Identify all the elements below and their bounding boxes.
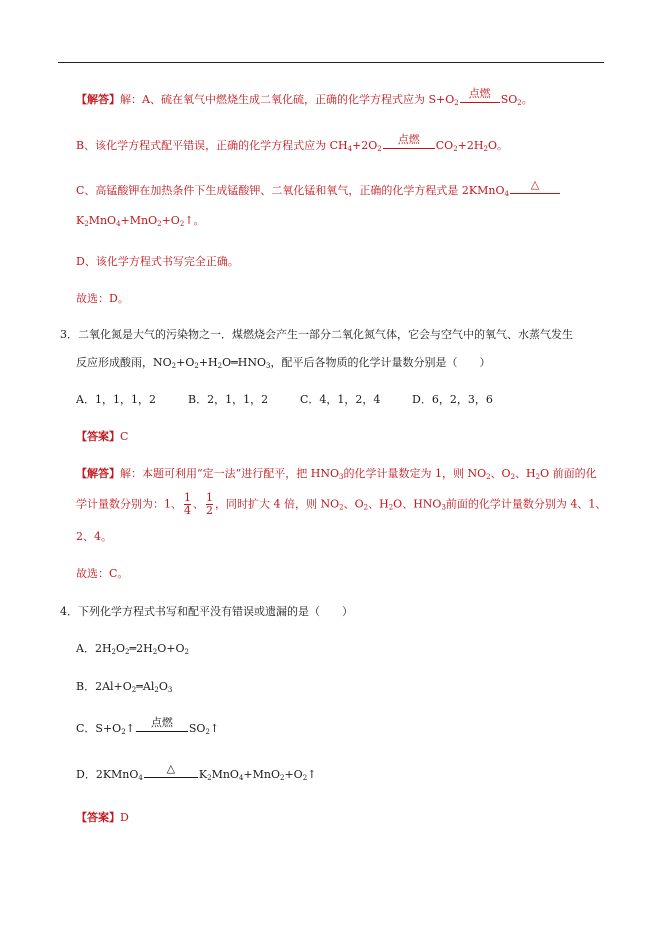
option-a[interactable]: A．1，1，1，2	[76, 393, 156, 406]
solution-tag: 【解答】	[76, 93, 120, 106]
q3-answer-pick: 故选：C。	[76, 567, 129, 580]
q3-solution-1: 【解答】解：本题可利用“定一法”进行配平，把 $HNO_3$的化学计量数定为 1，则 $NO_2$、$O_2$、$H_2O$ 前面的化	[76, 467, 597, 481]
fraction-one-quarter: $\frac{1}{4}$	[184, 491, 191, 517]
q3-options	[76, 393, 493, 407]
answer-value: D	[120, 811, 129, 824]
q4-option-b[interactable]: B．$2Al+O_2═Al_2O_3$	[76, 680, 173, 694]
q2-answer-pick: 故选：D。	[76, 292, 129, 305]
q2-solution-b: B、该化学方程式配平错误，正确的化学方程式应为 $CH_4+2O_2$ 点燃 $CO_2+2H_2O$。	[76, 133, 508, 153]
condition-ignite: 点燃	[383, 142, 435, 149]
q3-stem-1: 3．二氧化氮是大气的污染物之一．煤燃烧会产生一部分二氧化氮气体，它会与空气中的氧气、水蒸气发生	[60, 328, 573, 341]
q2-solution-a: 【解答】解：A、硫在氧气中燃烧生成二氧化硫，正确的化学方程式应为 $S+O_2$ 点燃 $SO_2$。	[76, 87, 533, 107]
condition-heat: △	[144, 771, 198, 778]
q4-option-d[interactable]: D．2KMnO$_4$ △ $K_2MnO_4+MnO_2+O_2↑$	[76, 762, 317, 782]
answer-tag: 【答案】	[76, 811, 120, 824]
q3-solution-2: 学计量数分别为：1、 $\frac{1}{4}$ 、 $\frac{1}{2}$ ，同时扩大 4 倍，则 $NO_2$、$O_2$、$H_2O$、$HNO_3$前面的化学计量数分别为 4、1、	[76, 491, 607, 517]
fraction-one-half: $\frac{1}{2}$	[206, 491, 213, 517]
header-rule	[58, 62, 604, 63]
q2-solution-c: C、高锰酸钾在加热条件下生成锰酸钾、二氧化锰和氧气，正确的化学方程式是 2KMnO$_4$ △	[76, 184, 561, 198]
condition-ignite: 点燃	[460, 96, 500, 103]
condition-heat: △	[510, 187, 560, 194]
q4-stem: 4．下列化学方程式书写和配平没有错误或遗漏的是（ ）	[60, 605, 353, 618]
q2-solution-d: D、该化学方程式书写完全正确。	[76, 255, 239, 268]
answer-tag: 【答案】	[76, 430, 120, 443]
option-c[interactable]: C．4，1，2，4	[300, 393, 381, 406]
q3-answer	[76, 430, 128, 444]
q2-solution-c2: $K_2MnO_4+MnO_2+O_2↑$。	[76, 214, 205, 228]
q4-option-c[interactable]: C．$S+O_2↑$ 点燃 $SO_2↑$	[76, 716, 220, 736]
option-b[interactable]: B．2，1，1，2	[188, 393, 269, 406]
q3-stem-2: 反应形成酸雨，$NO_2+O_2+H_2O═HNO_3$，配平后各物质的化学计量数分别是（ ）	[76, 356, 491, 370]
condition-ignite: 点燃	[136, 725, 188, 732]
q4-option-a[interactable]: A．$2H_2O_2═2H_2O+O_2$	[76, 642, 189, 656]
answer-value: C	[120, 430, 129, 443]
q3-solution-3: 2、4。	[76, 530, 112, 543]
option-d[interactable]: D．6，2，3，6	[412, 393, 493, 406]
q4-answer	[76, 811, 129, 825]
